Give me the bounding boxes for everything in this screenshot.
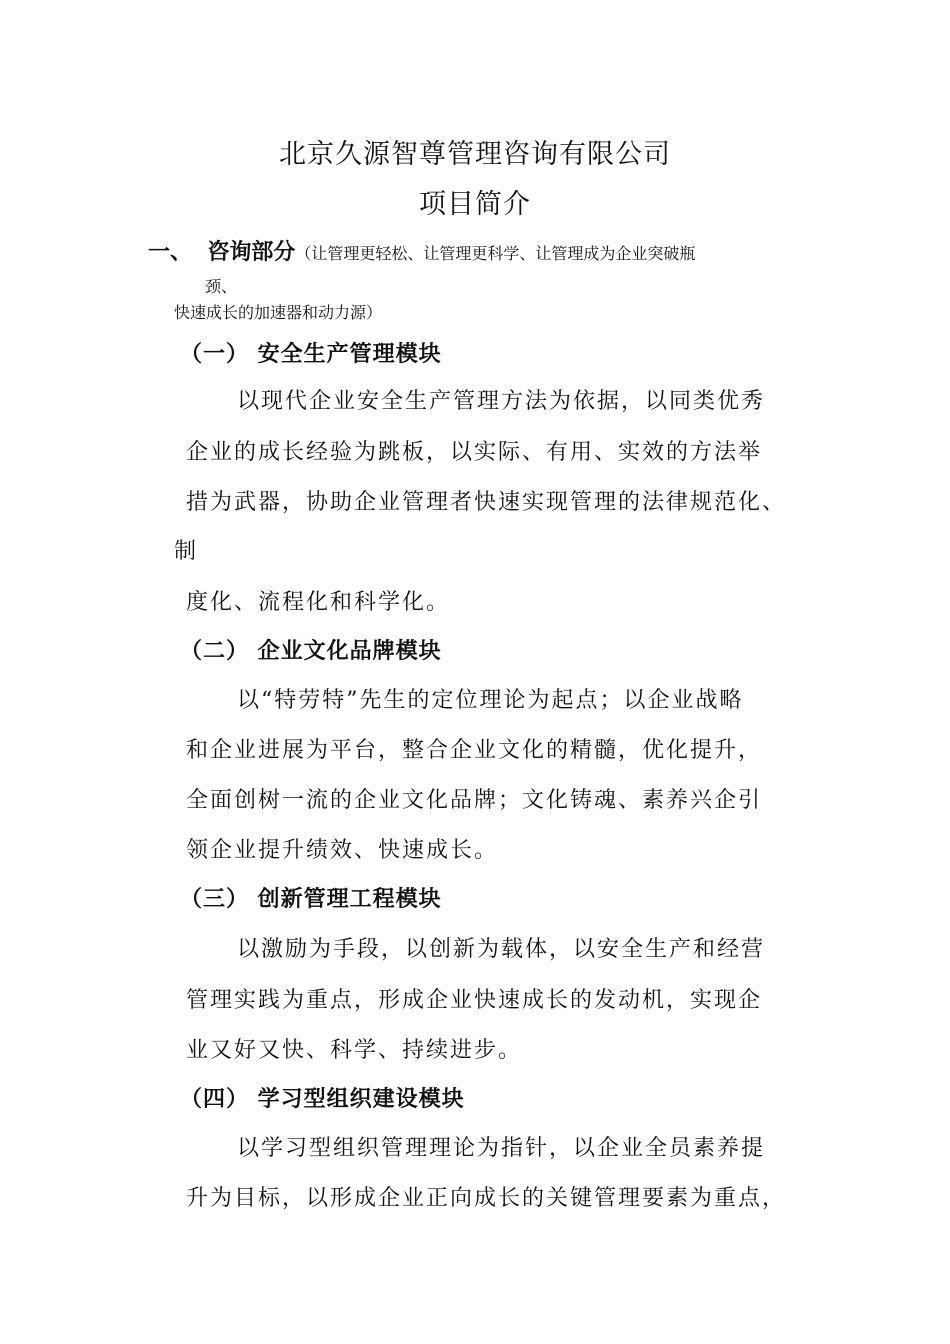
paragraph-line: 度化、流程化和科学化。 xyxy=(186,590,451,615)
paragraph-line: 以学习型组织管理理论为指针，以企业全员素养提 xyxy=(237,1136,766,1161)
paragraph-line: 全面创树一流的企业文化品牌；文化铸魂、素养兴企引 xyxy=(186,788,763,813)
document-subtitle: 项目简介 xyxy=(419,189,531,220)
paragraph-line: 措为武器，协助企业管理者快速实现管理的法律规范化、 xyxy=(186,490,787,515)
section-note-line: 快速成长的加速器和动力源） xyxy=(174,303,383,322)
module-heading: （一） 安全生产管理模块 xyxy=(180,342,442,367)
paragraph-line: 升为目标，以形成企业正向成长的关键管理要素为重点， xyxy=(186,1186,787,1211)
paragraph-line: 以“特劳特”先生的定位理论为起点；以企业战略 xyxy=(237,688,744,713)
document-title: 北京久源智尊管理咨询有限公司 xyxy=(279,139,671,170)
module-heading: （二） 企业文化品牌模块 xyxy=(180,639,442,664)
module-heading: （四） 学习型组织建设模块 xyxy=(180,1087,465,1112)
paragraph-line: 企业的成长经验为跳板，以实际、有用、实效的方法举 xyxy=(186,440,763,465)
paragraph-line: 以现代企业安全生产管理方法为依据，以同类优秀 xyxy=(237,389,766,414)
paragraph-line: 领企业提升绩效、快速成长。 xyxy=(186,838,499,863)
paragraph-line: 管理实践为重点，形成企业快速成长的发动机，实现企 xyxy=(186,988,763,1013)
paragraph-line: 制 xyxy=(174,539,199,564)
paragraph-line: 和企业进展为平台，整合企业文化的精髓，优化提升， xyxy=(186,738,763,763)
section-note-line: 颈、 xyxy=(205,277,238,296)
section-note: （让管理更轻松、让管理更科学、让管理成为企业突破瓶 xyxy=(295,244,696,263)
paragraph-line: 业又好又快、科学、持续进步。 xyxy=(186,1038,523,1063)
section-number: 一、 xyxy=(148,240,193,265)
module-heading: （三） 创新管理工程模块 xyxy=(180,887,442,912)
paragraph-line: 以激励为手段，以创新为载体，以安全生产和经营 xyxy=(237,937,766,962)
section-heading xyxy=(148,235,695,266)
section-title: 咨询部分 xyxy=(207,240,296,265)
